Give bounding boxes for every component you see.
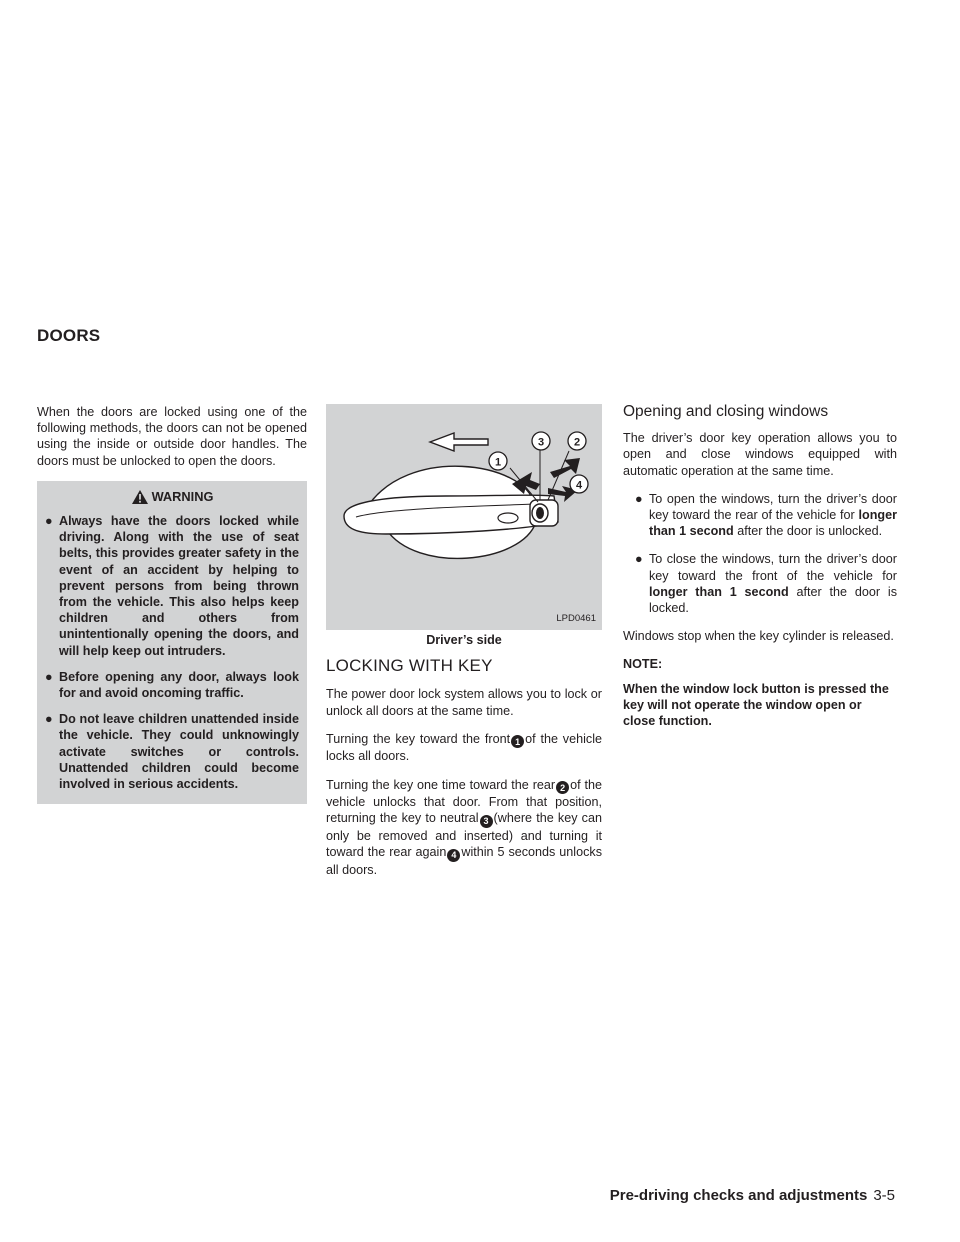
list-item: ● Always have the doors locked while driving. Along with the use of seat belts, this provides greater safety in the event of an accident by helping to prevent persons from being thrown from the vehicle. This also helps keep children and others from unintentionally opening the doors, and will help keep out intruders.: [45, 514, 299, 658]
locking-with-key-heading: LOCKING WITH KEY: [326, 656, 493, 676]
list-item: ● To close the windows, turn the driver’s door key toward the front of the vehicle for longer than 1 second after the door is locked.: [635, 552, 897, 616]
windows-list: [635, 491, 897, 616]
ref-1: 1: [511, 735, 524, 748]
callout-2: 2: [573, 436, 581, 449]
warning-title: WARNING: [45, 489, 299, 505]
warning-list: [45, 513, 299, 792]
list-item: ● Before opening any door, always look for and avoid oncoming traffic.: [45, 669, 299, 701]
section-title: DOORS: [37, 326, 101, 345]
note-title: NOTE:: [623, 657, 663, 672]
windows-paragraph-2: Windows stop when the key cylinder is released.: [623, 629, 894, 644]
column-left: [37, 404, 307, 804]
note-body: When the window lock button is pressed the key will not operate the window open or close function.: [623, 681, 889, 729]
warning-box: [37, 481, 307, 804]
windows-paragraph-1: The driver’s door key operation allows you to open and close windows equipped with automatic operation at the same time.: [623, 431, 897, 478]
callout-3: 3: [537, 436, 545, 449]
locking-paragraph-2: Turning the key toward the front 1 of the vehicle locks all doors.: [326, 731, 602, 764]
list-item: ● Do not leave children unattended inside the vehicle. They could unknowingly activate switches or controls. Unattended children could become involved in serious accidents.: [45, 712, 299, 792]
ref-3: 3: [480, 815, 493, 828]
page-number: 3-5: [873, 1187, 895, 1204]
callout-1: 1: [494, 456, 502, 469]
column-right: [623, 404, 897, 741]
footer-section: Pre-driving checks and adjustments: [609, 1187, 868, 1204]
windows-heading: Opening and closing windows: [623, 403, 829, 420]
locking-paragraph-1: The power door lock system allows you to lock or unlock all doors at the same time.: [326, 687, 602, 718]
rotate-rear-arrow-icon: [550, 458, 580, 478]
page-footer: [610, 1187, 895, 1204]
callout-4: 4: [575, 479, 583, 492]
figure-caption: Driver’s side: [426, 633, 502, 647]
door-handle-figure: [326, 404, 602, 630]
ref-4: 4: [447, 849, 460, 862]
warning-triangle-icon: [131, 489, 149, 505]
list-item: ● To open the windows, turn the driver’s door key toward the rear of the vehicle for longer than 1 second after the door is unlocked.: [635, 491, 898, 539]
door-handle-illustration: [326, 404, 602, 630]
figure-code: LPD0461: [556, 612, 596, 624]
intro-paragraph: When the doors are locked using one of the following methods, the doors can not be opened using the inside or outside door handles. The doors must be unlocked to open the doors.: [37, 405, 307, 468]
column-middle: [326, 404, 602, 890]
locking-paragraph-3: Turning the key one time toward the rear 2 of the vehicle unlocks that door. From that position, returning the key to neutral 3 (where the key can only be removed and inserted) and turning it toward the rear again 4 within 5 seconds unlocks all doors.: [326, 777, 603, 877]
front-arrow-icon: [430, 433, 488, 451]
ref-2: 2: [556, 781, 569, 794]
